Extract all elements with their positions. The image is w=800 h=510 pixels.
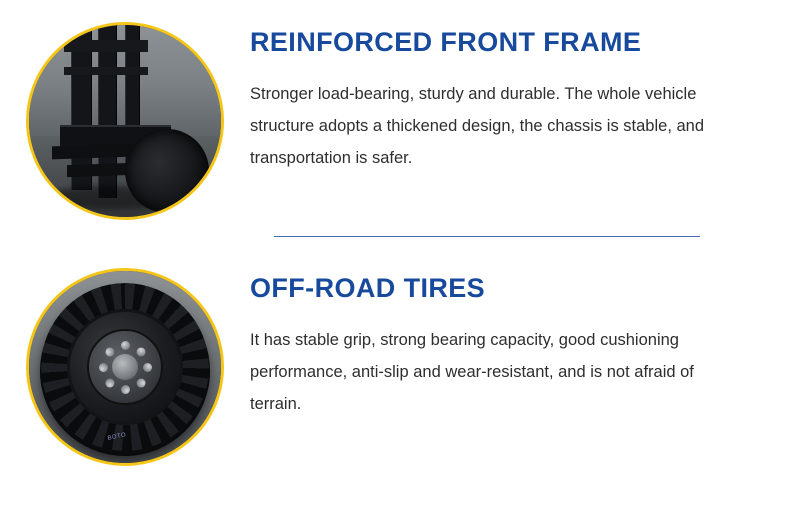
section-divider	[274, 236, 700, 237]
mast-crossbar	[64, 40, 148, 52]
off-road-tire-illustration	[29, 271, 221, 463]
wheel-hub	[112, 354, 138, 380]
feature-description: It has stable grip, strong bearing capacity, good cushioning performance, anti-slip and wear-resistant, and is not afraid of terrain.	[250, 330, 694, 414]
feature-title: REINFORCED FRONT FRAME	[250, 27, 642, 57]
feature-text-1	[250, 6, 778, 174]
feature-title: OFF-ROAD TIRES	[250, 273, 486, 303]
lug-nut	[134, 376, 147, 389]
lug-nut	[103, 376, 116, 389]
lug-nut	[121, 341, 130, 350]
lug-nut	[99, 363, 108, 372]
feature-image-wrap-2	[0, 252, 250, 482]
lug-nut	[121, 385, 130, 394]
mast-crossbar	[64, 67, 148, 75]
feature-description: Stronger load-bearing, sturdy and durable. The whole vehicle structure adopts a thickened design, the chassis is stable, and transportation is safer.	[250, 84, 705, 168]
front-wheel	[125, 129, 209, 213]
feature-block-off-road-tires	[0, 252, 800, 482]
wheel-rim	[87, 329, 163, 405]
forklift-mast-illustration	[29, 25, 221, 217]
feature-image-2	[26, 268, 224, 466]
lug-nut	[134, 345, 147, 358]
feature-text-2	[250, 252, 778, 420]
feature-image-wrap-1	[0, 6, 250, 236]
lug-nut	[103, 345, 116, 358]
feature-block-reinforced-front-frame	[0, 6, 800, 236]
tire-brand-label: BOTO	[107, 432, 128, 442]
feature-image-1	[26, 22, 224, 220]
lug-nut	[143, 363, 152, 372]
